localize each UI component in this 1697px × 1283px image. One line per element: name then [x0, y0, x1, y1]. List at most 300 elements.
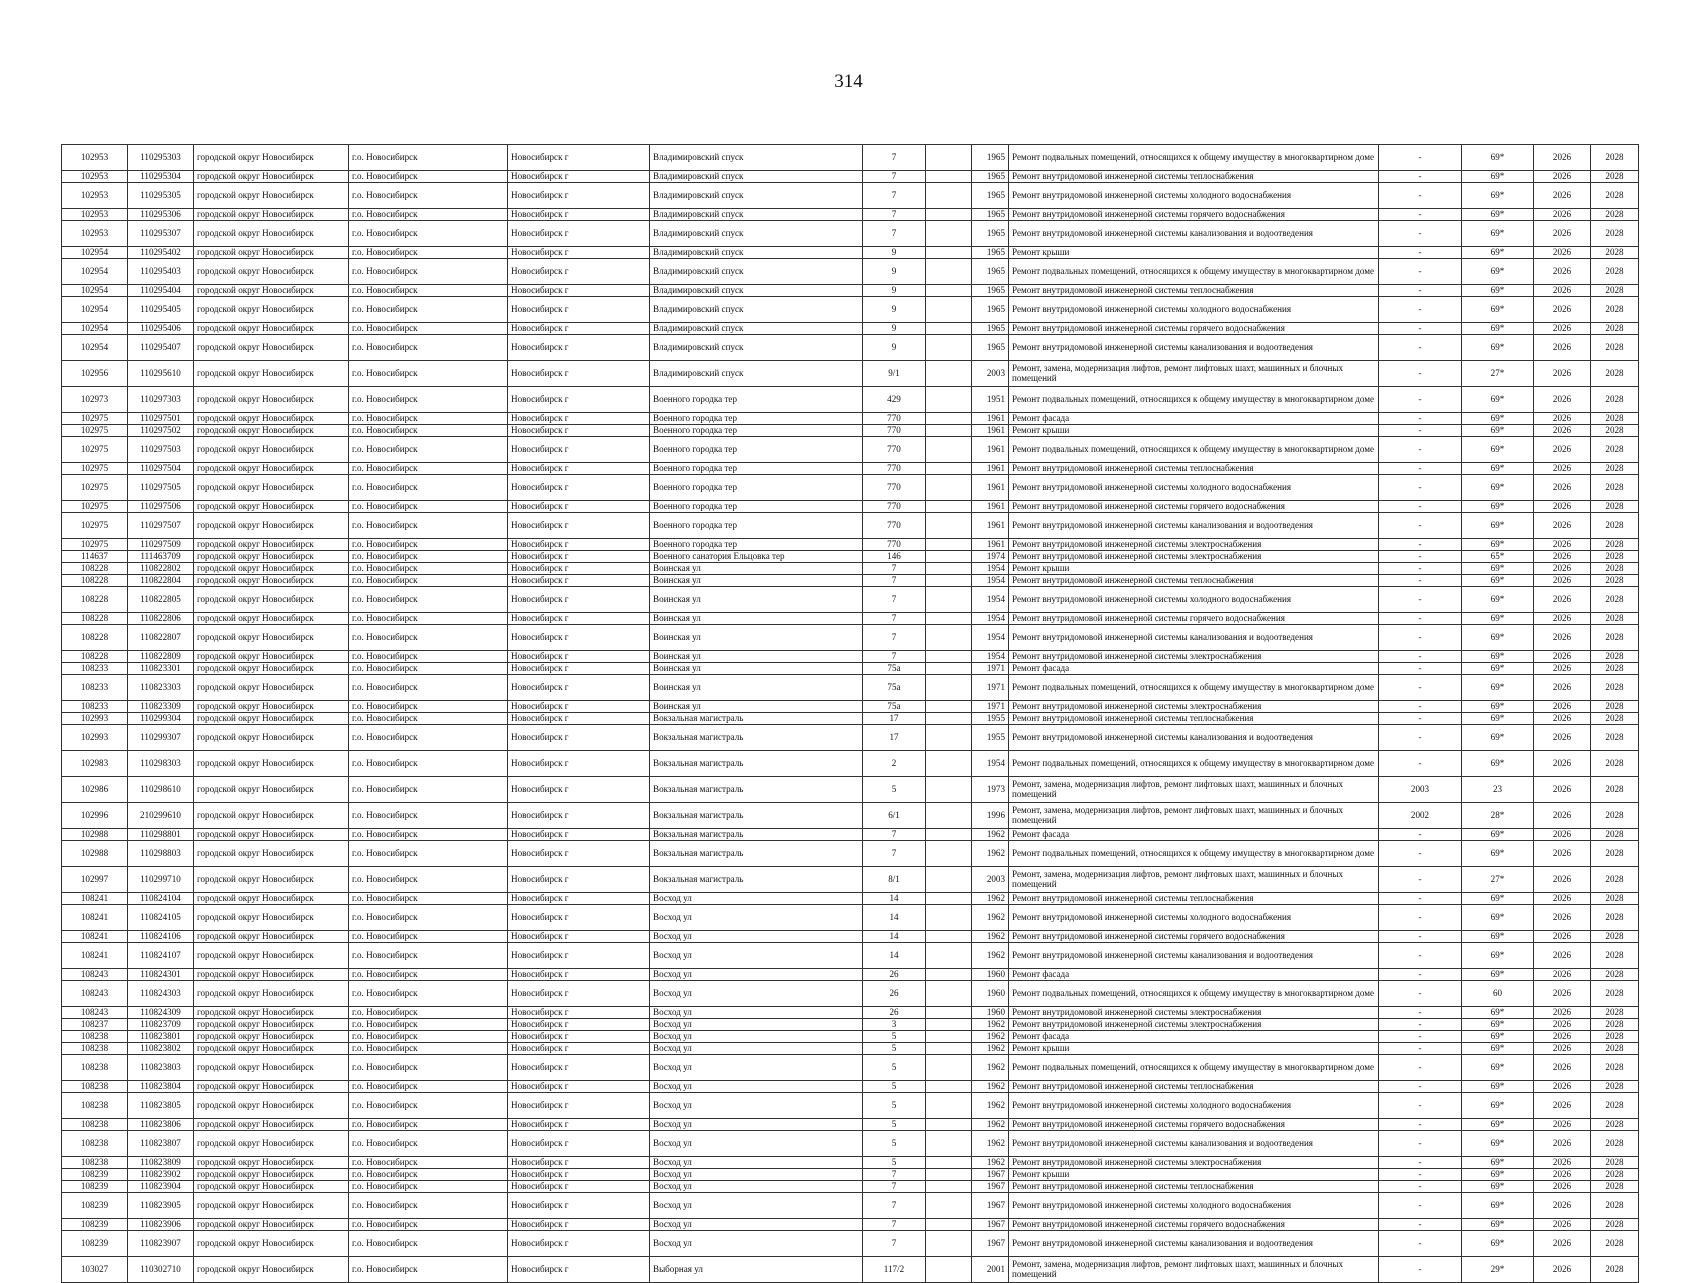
work-id-cell: 110298801 — [128, 829, 194, 841]
table-row — [62, 587, 1639, 613]
table-row — [62, 1193, 1639, 1219]
plan-year-end-cell: 2028 — [1591, 829, 1639, 841]
work-type-cell: Ремонт внутридомовой инженерной системы электроснабжения — [1009, 651, 1379, 663]
street-cell: Восход ул — [650, 1031, 863, 1043]
city-cell: Новосибирск г — [508, 413, 650, 425]
work-type-cell: Ремонт, замена, модернизация лифтов, ремонт лифтовых шахт, машинных и блочных помещений — [1009, 361, 1379, 387]
plan-year-end-cell: 2028 — [1591, 297, 1639, 323]
plan-year-end-cell: 2028 — [1591, 425, 1639, 437]
work-id-cell: 110295305 — [128, 183, 194, 209]
plan-year-start-cell: 2026 — [1534, 323, 1591, 335]
wear-percent-cell: 69* — [1462, 1231, 1534, 1257]
settlement-cell: г.о. Новосибирск — [349, 651, 508, 663]
street-cell: Владимировский спуск — [650, 323, 863, 335]
work-id-cell: 110297503 — [128, 437, 194, 463]
last-repair-year-cell: - — [1379, 613, 1462, 625]
street-cell: Восход ул — [650, 943, 863, 969]
house-id-cell: 108228 — [62, 575, 128, 587]
last-repair-year-cell: - — [1379, 651, 1462, 663]
street-cell: Воинская ул — [650, 587, 863, 613]
building-cell — [926, 1193, 972, 1219]
building-cell — [926, 551, 972, 563]
city-cell: Новосибирск г — [508, 1093, 650, 1119]
building-cell — [926, 387, 972, 413]
work-type-cell: Ремонт крыши — [1009, 1169, 1379, 1181]
last-repair-year-cell: - — [1379, 297, 1462, 323]
house-number-cell: 7 — [863, 613, 926, 625]
city-cell: Новосибирск г — [508, 893, 650, 905]
table-row — [62, 829, 1639, 841]
plan-year-end-cell: 2028 — [1591, 1157, 1639, 1169]
house-id-cell: 102954 — [62, 247, 128, 259]
plan-year-start-cell: 2026 — [1534, 247, 1591, 259]
street-cell: Воинская ул — [650, 651, 863, 663]
year-built-cell: 1996 — [972, 803, 1009, 829]
city-cell: Новосибирск г — [508, 1031, 650, 1043]
street-cell: Владимировский спуск — [650, 221, 863, 247]
year-built-cell: 1951 — [972, 387, 1009, 413]
municipality-cell: городской округ Новосибирск — [194, 829, 349, 841]
house-id-cell: 108241 — [62, 893, 128, 905]
year-built-cell: 1965 — [972, 145, 1009, 171]
house-number-cell: 7 — [863, 145, 926, 171]
city-cell: Новосибирск г — [508, 777, 650, 803]
street-cell: Военного городка тер — [650, 437, 863, 463]
building-cell — [926, 1055, 972, 1081]
city-cell: Новосибирск г — [508, 587, 650, 613]
last-repair-year-cell: - — [1379, 587, 1462, 613]
street-cell: Восход ул — [650, 1181, 863, 1193]
work-type-cell: Ремонт внутридомовой инженерной системы электроснабжения — [1009, 701, 1379, 713]
house-id-cell: 102954 — [62, 285, 128, 297]
work-type-cell: Ремонт крыши — [1009, 1043, 1379, 1055]
house-id-cell: 102975 — [62, 501, 128, 513]
plan-year-start-cell: 2026 — [1534, 551, 1591, 563]
table-row — [62, 575, 1639, 587]
house-number-cell: 7 — [863, 221, 926, 247]
city-cell: Новосибирск г — [508, 943, 650, 969]
plan-year-start-cell: 2026 — [1534, 259, 1591, 285]
year-built-cell: 1967 — [972, 1219, 1009, 1231]
plan-year-start-cell: 2026 — [1534, 221, 1591, 247]
plan-year-end-cell: 2028 — [1591, 969, 1639, 981]
last-repair-year-cell: - — [1379, 323, 1462, 335]
last-repair-year-cell: - — [1379, 751, 1462, 777]
work-type-cell: Ремонт, замена, модернизация лифтов, ремонт лифтовых шахт, машинных и блочных помещений — [1009, 1257, 1379, 1283]
building-cell — [926, 297, 972, 323]
work-id-cell: 110824104 — [128, 893, 194, 905]
house-id-cell: 102975 — [62, 539, 128, 551]
work-id-cell: 110824107 — [128, 943, 194, 969]
plan-year-end-cell: 2028 — [1591, 501, 1639, 513]
municipality-cell: городской округ Новосибирск — [194, 751, 349, 777]
last-repair-year-cell: - — [1379, 943, 1462, 969]
house-id-cell: 108239 — [62, 1231, 128, 1257]
building-cell — [926, 425, 972, 437]
year-built-cell: 1965 — [972, 221, 1009, 247]
house-id-cell: 102993 — [62, 713, 128, 725]
work-type-cell: Ремонт фасада — [1009, 413, 1379, 425]
house-id-cell: 108238 — [62, 1131, 128, 1157]
table-row — [62, 551, 1639, 563]
city-cell: Новосибирск г — [508, 425, 650, 437]
plan-year-start-cell: 2026 — [1534, 1193, 1591, 1219]
house-number-cell: 7 — [863, 1231, 926, 1257]
plan-year-end-cell: 2028 — [1591, 931, 1639, 943]
street-cell: Восход ул — [650, 1093, 863, 1119]
settlement-cell: г.о. Новосибирск — [349, 943, 508, 969]
year-built-cell: 1954 — [972, 625, 1009, 651]
table-row — [62, 1007, 1639, 1019]
house-id-cell: 108239 — [62, 1169, 128, 1181]
plan-year-end-cell: 2028 — [1591, 893, 1639, 905]
plan-year-start-cell: 2026 — [1534, 475, 1591, 501]
municipality-cell: городской округ Новосибирск — [194, 501, 349, 513]
last-repair-year-cell: - — [1379, 539, 1462, 551]
work-type-cell: Ремонт фасада — [1009, 1031, 1379, 1043]
table-row — [62, 1119, 1639, 1131]
house-number-cell: 9 — [863, 247, 926, 259]
street-cell: Восход ул — [650, 905, 863, 931]
plan-year-end-cell: 2028 — [1591, 981, 1639, 1007]
municipality-cell: городской округ Новосибирск — [194, 551, 349, 563]
last-repair-year-cell: - — [1379, 501, 1462, 513]
work-id-cell: 110824303 — [128, 981, 194, 1007]
building-cell — [926, 613, 972, 625]
settlement-cell: г.о. Новосибирск — [349, 209, 508, 221]
wear-percent-cell: 69* — [1462, 587, 1534, 613]
plan-year-start-cell: 2026 — [1534, 931, 1591, 943]
city-cell: Новосибирск г — [508, 551, 650, 563]
work-type-cell: Ремонт внутридомовой инженерной системы канализования и водоотведения — [1009, 513, 1379, 539]
wear-percent-cell: 69* — [1462, 285, 1534, 297]
plan-year-end-cell: 2028 — [1591, 145, 1639, 171]
year-built-cell: 1973 — [972, 777, 1009, 803]
year-built-cell: 1961 — [972, 437, 1009, 463]
house-number-cell: 7 — [863, 587, 926, 613]
table-row — [62, 259, 1639, 285]
house-number-cell: 770 — [863, 513, 926, 539]
city-cell: Новосибирск г — [508, 1131, 650, 1157]
house-number-cell: 9 — [863, 259, 926, 285]
work-id-cell: 110823303 — [128, 675, 194, 701]
city-cell: Новосибирск г — [508, 905, 650, 931]
plan-year-end-cell: 2028 — [1591, 513, 1639, 539]
work-type-cell: Ремонт внутридомовой инженерной системы холодного водоснабжения — [1009, 1093, 1379, 1119]
house-id-cell: 108239 — [62, 1181, 128, 1193]
wear-percent-cell: 69* — [1462, 905, 1534, 931]
municipality-cell: городской округ Новосибирск — [194, 713, 349, 725]
house-number-cell: 14 — [863, 943, 926, 969]
building-cell — [926, 183, 972, 209]
table-row — [62, 1081, 1639, 1093]
street-cell: Владимировский спуск — [650, 259, 863, 285]
plan-year-start-cell: 2026 — [1534, 361, 1591, 387]
plan-year-end-cell: 2028 — [1591, 539, 1639, 551]
settlement-cell: г.о. Новосибирск — [349, 981, 508, 1007]
building-cell — [926, 335, 972, 361]
municipality-cell: городской округ Новосибирск — [194, 587, 349, 613]
last-repair-year-cell: - — [1379, 1019, 1462, 1031]
building-cell — [926, 1043, 972, 1055]
settlement-cell: г.о. Новосибирск — [349, 335, 508, 361]
wear-percent-cell: 69* — [1462, 651, 1534, 663]
year-built-cell: 1960 — [972, 969, 1009, 981]
settlement-cell: г.о. Новосибирск — [349, 425, 508, 437]
work-type-cell: Ремонт, замена, модернизация лифтов, ремонт лифтовых шахт, машинных и блочных помещений — [1009, 803, 1379, 829]
wear-percent-cell: 69* — [1462, 171, 1534, 183]
wear-percent-cell: 69* — [1462, 725, 1534, 751]
municipality-cell: городской округ Новосибирск — [194, 969, 349, 981]
plan-year-start-cell: 2026 — [1534, 285, 1591, 297]
table-row — [62, 1257, 1639, 1283]
plan-year-end-cell: 2028 — [1591, 247, 1639, 259]
municipality-cell: городской округ Новосибирск — [194, 361, 349, 387]
work-id-cell: 110298610 — [128, 777, 194, 803]
building-cell — [926, 285, 972, 297]
work-type-cell: Ремонт подвальных помещений, относящихся к общему имуществу в многоквартирном доме — [1009, 387, 1379, 413]
work-type-cell: Ремонт внутридомовой инженерной системы канализования и водоотведения — [1009, 625, 1379, 651]
building-cell — [926, 1131, 972, 1157]
wear-percent-cell: 69* — [1462, 1219, 1534, 1231]
house-number-cell: 770 — [863, 437, 926, 463]
street-cell: Военного городка тер — [650, 425, 863, 437]
last-repair-year-cell: - — [1379, 867, 1462, 893]
building-cell — [926, 969, 972, 981]
plan-year-start-cell: 2026 — [1534, 981, 1591, 1007]
house-id-cell: 102983 — [62, 751, 128, 777]
work-id-cell: 110822804 — [128, 575, 194, 587]
plan-year-end-cell: 2028 — [1591, 413, 1639, 425]
plan-year-start-cell: 2026 — [1534, 803, 1591, 829]
city-cell: Новосибирск г — [508, 625, 650, 651]
wear-percent-cell: 69* — [1462, 247, 1534, 259]
plan-year-end-cell: 2028 — [1591, 867, 1639, 893]
building-cell — [926, 829, 972, 841]
year-built-cell: 1954 — [972, 587, 1009, 613]
building-cell — [926, 413, 972, 425]
settlement-cell: г.о. Новосибирск — [349, 1193, 508, 1219]
work-type-cell: Ремонт внутридомовой инженерной системы холодного водоснабжения — [1009, 183, 1379, 209]
street-cell: Восход ул — [650, 1043, 863, 1055]
municipality-cell: городской округ Новосибирск — [194, 1043, 349, 1055]
last-repair-year-cell: - — [1379, 1231, 1462, 1257]
last-repair-year-cell: - — [1379, 1181, 1462, 1193]
wear-percent-cell: 69* — [1462, 829, 1534, 841]
house-id-cell: 108228 — [62, 587, 128, 613]
city-cell: Новосибирск г — [508, 1043, 650, 1055]
building-cell — [926, 1081, 972, 1093]
house-id-cell: 108238 — [62, 1043, 128, 1055]
work-type-cell: Ремонт внутридомовой инженерной системы горячего водоснабжения — [1009, 1219, 1379, 1231]
plan-year-start-cell: 2026 — [1534, 1019, 1591, 1031]
house-number-cell: 5 — [863, 1031, 926, 1043]
house-id-cell: 102975 — [62, 475, 128, 501]
wear-percent-cell: 69* — [1462, 1093, 1534, 1119]
municipality-cell: городской округ Новосибирск — [194, 1019, 349, 1031]
city-cell: Новосибирск г — [508, 1219, 650, 1231]
street-cell: Воинская ул — [650, 563, 863, 575]
building-cell — [926, 437, 972, 463]
city-cell: Новосибирск г — [508, 1193, 650, 1219]
plan-year-end-cell: 2028 — [1591, 751, 1639, 777]
wear-percent-cell: 23 — [1462, 777, 1534, 803]
last-repair-year-cell: - — [1379, 1093, 1462, 1119]
city-cell: Новосибирск г — [508, 663, 650, 675]
street-cell: Воинская ул — [650, 663, 863, 675]
settlement-cell: г.о. Новосибирск — [349, 1131, 508, 1157]
settlement-cell: г.о. Новосибирск — [349, 1119, 508, 1131]
plan-year-start-cell: 2026 — [1534, 969, 1591, 981]
wear-percent-cell: 69* — [1462, 563, 1534, 575]
wear-percent-cell: 69* — [1462, 1007, 1534, 1019]
municipality-cell: городской округ Новосибирск — [194, 413, 349, 425]
house-id-cell: 102975 — [62, 425, 128, 437]
street-cell: Восход ул — [650, 1081, 863, 1093]
work-type-cell: Ремонт подвальных помещений, относящихся к общему имуществу в многоквартирном доме — [1009, 145, 1379, 171]
settlement-cell: г.о. Новосибирск — [349, 463, 508, 475]
year-built-cell: 1974 — [972, 551, 1009, 563]
table-row — [62, 1019, 1639, 1031]
building-cell — [926, 713, 972, 725]
house-id-cell: 102953 — [62, 209, 128, 221]
municipality-cell: городской округ Новосибирск — [194, 675, 349, 701]
house-id-cell: 102996 — [62, 803, 128, 829]
house-number-cell: 7 — [863, 625, 926, 651]
last-repair-year-cell: - — [1379, 841, 1462, 867]
wear-percent-cell: 69* — [1462, 513, 1534, 539]
work-id-cell: 110823803 — [128, 1055, 194, 1081]
municipality-cell: городской округ Новосибирск — [194, 335, 349, 361]
page-number: 314 — [834, 71, 863, 92]
plan-year-end-cell: 2028 — [1591, 725, 1639, 751]
work-id-cell: 110822805 — [128, 587, 194, 613]
street-cell: Владимировский спуск — [650, 247, 863, 259]
plan-year-end-cell: 2028 — [1591, 335, 1639, 361]
house-id-cell: 103027 — [62, 1257, 128, 1283]
building-cell — [926, 1157, 972, 1169]
work-id-cell: 210299610 — [128, 803, 194, 829]
house-id-cell: 102954 — [62, 323, 128, 335]
building-cell — [926, 981, 972, 1007]
house-id-cell: 108228 — [62, 651, 128, 663]
wear-percent-cell: 69* — [1462, 297, 1534, 323]
street-cell: Военного городка тер — [650, 501, 863, 513]
building-cell — [926, 777, 972, 803]
plan-year-end-cell: 2028 — [1591, 651, 1639, 663]
municipality-cell: городской округ Новосибирск — [194, 625, 349, 651]
settlement-cell: г.о. Новосибирск — [349, 1093, 508, 1119]
plan-year-end-cell: 2028 — [1591, 437, 1639, 463]
street-cell: Восход ул — [650, 1219, 863, 1231]
municipality-cell: городской округ Новосибирск — [194, 539, 349, 551]
work-id-cell: 110297507 — [128, 513, 194, 539]
wear-percent-cell: 65* — [1462, 551, 1534, 563]
work-id-cell: 110823805 — [128, 1093, 194, 1119]
wear-percent-cell: 69* — [1462, 675, 1534, 701]
city-cell: Новосибирск г — [508, 675, 650, 701]
house-id-cell: 102954 — [62, 297, 128, 323]
building-cell — [926, 1257, 972, 1283]
table-row — [62, 701, 1639, 713]
municipality-cell: городской округ Новосибирск — [194, 563, 349, 575]
table-row — [62, 931, 1639, 943]
plan-year-start-cell: 2026 — [1534, 387, 1591, 413]
last-repair-year-cell: - — [1379, 513, 1462, 539]
year-built-cell: 1962 — [972, 1119, 1009, 1131]
house-id-cell: 102975 — [62, 513, 128, 539]
table-row — [62, 841, 1639, 867]
street-cell: Вокзальная магистраль — [650, 803, 863, 829]
house-number-cell: 7 — [863, 575, 926, 587]
year-built-cell: 1965 — [972, 323, 1009, 335]
table-row — [62, 475, 1639, 501]
last-repair-year-cell: - — [1379, 675, 1462, 701]
house-number-cell: 9 — [863, 335, 926, 361]
municipality-cell: городской округ Новосибирск — [194, 387, 349, 413]
plan-year-end-cell: 2028 — [1591, 1043, 1639, 1055]
last-repair-year-cell: - — [1379, 335, 1462, 361]
work-id-cell: 110822807 — [128, 625, 194, 651]
table-row — [62, 725, 1639, 751]
house-id-cell: 108241 — [62, 943, 128, 969]
house-number-cell: 5 — [863, 1157, 926, 1169]
municipality-cell: городской округ Новосибирск — [194, 663, 349, 675]
building-cell — [926, 361, 972, 387]
work-type-cell: Ремонт подвальных помещений, относящихся к общему имуществу в многоквартирном доме — [1009, 751, 1379, 777]
year-built-cell: 1961 — [972, 539, 1009, 551]
year-built-cell: 1955 — [972, 713, 1009, 725]
work-type-cell: Ремонт внутридомовой инженерной системы канализования и водоотведения — [1009, 335, 1379, 361]
table-row — [62, 867, 1639, 893]
table-row — [62, 1219, 1639, 1231]
plan-year-end-cell: 2028 — [1591, 551, 1639, 563]
municipality-cell: городской округ Новосибирск — [194, 437, 349, 463]
city-cell: Новосибирск г — [508, 563, 650, 575]
year-built-cell: 1960 — [972, 981, 1009, 1007]
house-id-cell: 108238 — [62, 1055, 128, 1081]
street-cell: Восход ул — [650, 1007, 863, 1019]
municipality-cell: городской округ Новосибирск — [194, 943, 349, 969]
plan-year-start-cell: 2026 — [1534, 651, 1591, 663]
settlement-cell: г.о. Новосибирск — [349, 1055, 508, 1081]
plan-year-end-cell: 2028 — [1591, 587, 1639, 613]
settlement-cell: г.о. Новосибирск — [349, 539, 508, 551]
street-cell: Владимировский спуск — [650, 285, 863, 297]
table-row — [62, 425, 1639, 437]
last-repair-year-cell: - — [1379, 171, 1462, 183]
city-cell: Новосибирск г — [508, 1019, 650, 1031]
work-type-cell: Ремонт внутридомовой инженерной системы канализования и водоотведения — [1009, 1131, 1379, 1157]
building-cell — [926, 675, 972, 701]
plan-year-end-cell: 2028 — [1591, 1007, 1639, 1019]
table-row — [62, 209, 1639, 221]
settlement-cell: г.о. Новосибирск — [349, 803, 508, 829]
settlement-cell: г.о. Новосибирск — [349, 931, 508, 943]
plan-year-end-cell: 2028 — [1591, 1031, 1639, 1043]
house-number-cell: 7 — [863, 1169, 926, 1181]
year-built-cell: 1954 — [972, 575, 1009, 587]
last-repair-year-cell: - — [1379, 475, 1462, 501]
last-repair-year-cell: - — [1379, 413, 1462, 425]
work-id-cell: 110295403 — [128, 259, 194, 285]
work-type-cell: Ремонт внутридомовой инженерной системы теплоснабжения — [1009, 171, 1379, 183]
wear-percent-cell: 69* — [1462, 1157, 1534, 1169]
work-id-cell: 110295405 — [128, 297, 194, 323]
work-id-cell: 110823809 — [128, 1157, 194, 1169]
plan-year-end-cell: 2028 — [1591, 905, 1639, 931]
settlement-cell: г.о. Новосибирск — [349, 1231, 508, 1257]
